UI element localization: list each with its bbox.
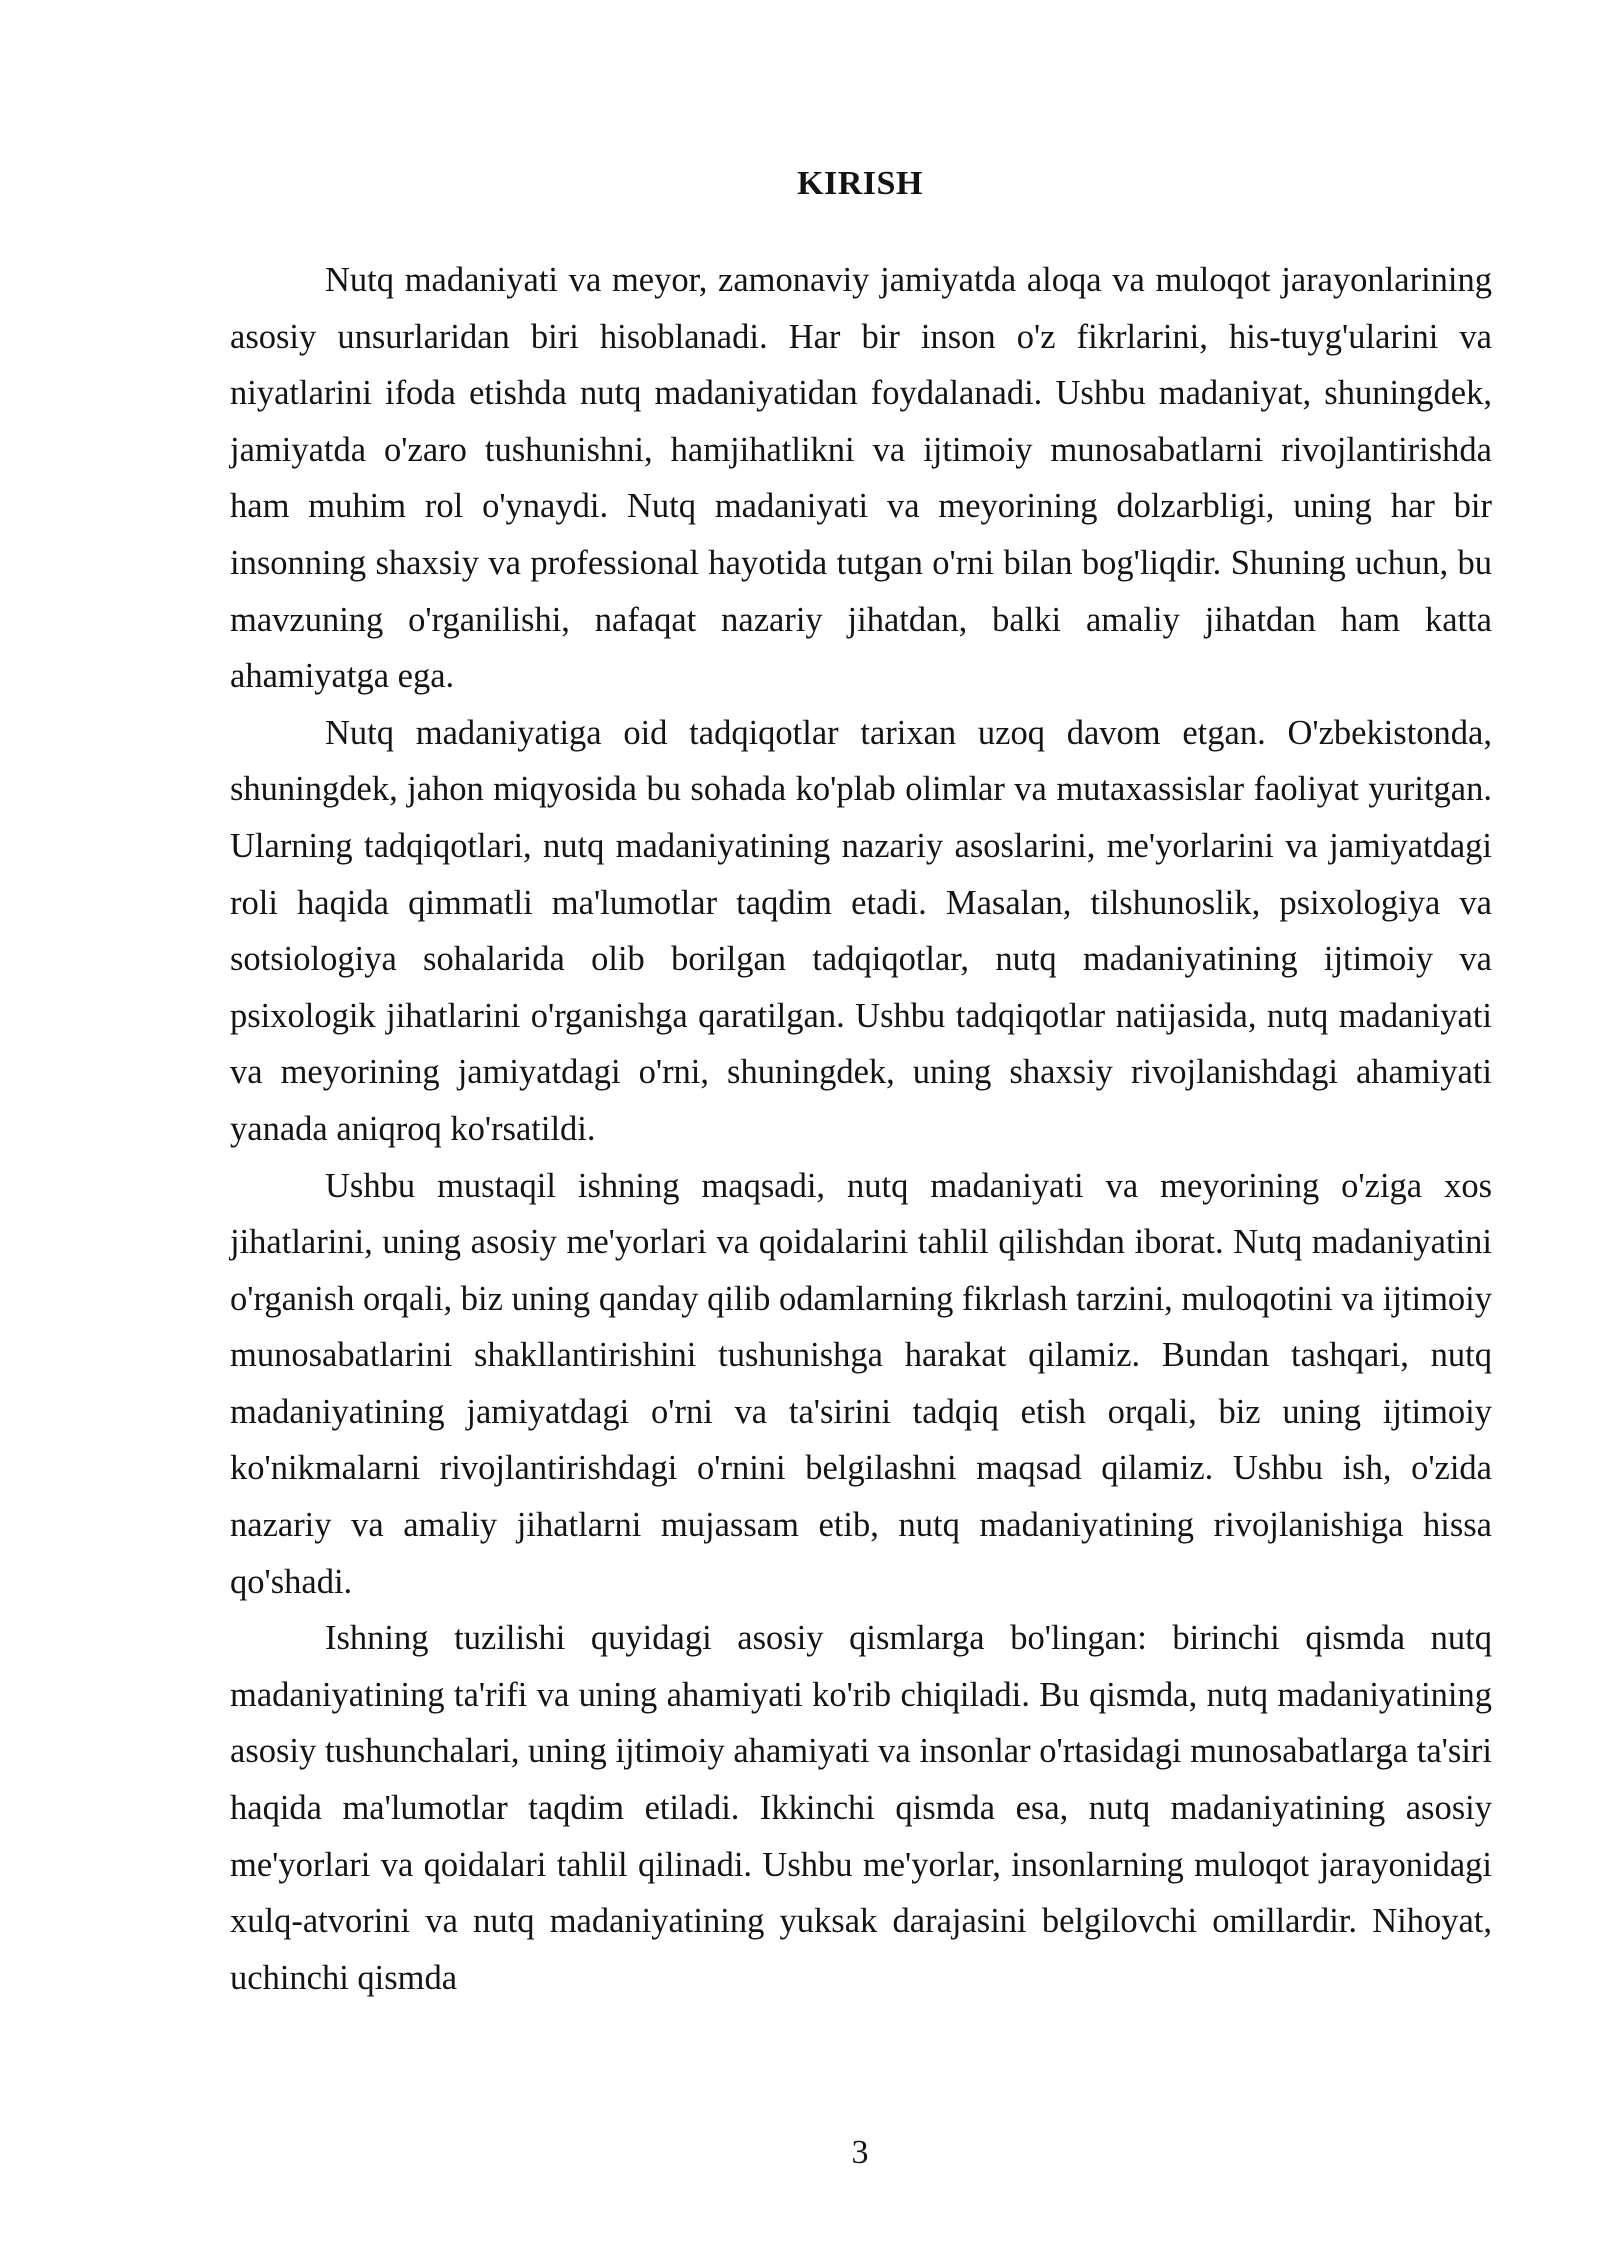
paragraph-3: Ushbu mustaqil ishning maqsadi, nutq madaniyati va meyorining o'ziga xos jihatlarini, uning asosiy me'yorlari va qoidalarini tahlil qilishdan iborat. Nutq madaniyatini o'rganish orqali, biz uning qanday qilib odamlarning fikrlash tarzini, muloqotini va ijtimoiy munosabatlarini shakllantirishini tushunishga harakat qilamiz. Bundan tashqari, nutq madaniyatining jamiyatdagi o'rni va ta'sirini tadqiq etish orqali, biz uning ijtimoiy ko'nikmalarni rivojlantirishdagi o'rnini belgilashni maqsad qilamiz. Ushbu ish, o'zida nazariy va amaliy jihatlarni mujassam etib, nutq madaniyatining rivojlanishiga hissa qo'shadi. — [230, 1166, 1492, 1601]
paragraph-1: Nutq madaniyati va meyor, zamonaviy jamiyatda aloqa va muloqot jarayonlarining asosiy unsurlaridan biri hisoblanadi. Har bir inson o'z fikrlarini, his-tuyg'ularini va niyatlarini ifoda etishda nutq madaniyatidan foydalanadi. Ushbu madaniyat, shuningdek, jamiyatda o'zaro tushunishni, hamjihatlikni va ijtimoiy munosabatlarni rivojlantirishda ham muhim rol o'ynaydi. Nutq madaniyati va meyorining dolzarbligi, uning har bir insonning shaxsiy va professional hayotida tutgan o'rni bilan bog'liqdir. Shuning uchun, bu mavzuning o'rganilishi, nafaqat nazariy jihatdan, balki amaliy jihatdan ham katta ahamiyatga ega. — [230, 261, 1492, 696]
paragraph-2: Nutq madaniyatiga oid tadqiqotlar tarixan uzoq davom etgan. O'zbekistonda, shuningdek, jahon miqyosida bu sohada ko'plab olimlar va mutaxassislar faoliyat yuritgan. Ularning tadqiqotlari, nutq madaniyatining nazariy asoslarini, me'yorlarini va jamiyatdagi roli haqida qimmatli ma'lumotlar taqdim etadi. Masalan, tilshunoslik, psixologiya va sotsiologiya sohalarida olib borilgan tadqiqotlar, nutq madaniyatining ijtimoiy va psixologik jihatlarini o'rganishga qaratilgan. Ushbu tadqiqotlar natijasida, nutq madaniyati va meyorining jamiyatdagi o'rni, shuningdek, uning shaxsiy rivojlanishdagi ahamiyati yanada aniqroq ko'rsatildi. — [230, 713, 1492, 1148]
body-text — [230, 252, 1492, 2006]
paragraph-4: Ishning tuzilishi quyidagi asosiy qismlarga bo'lingan: birinchi qismda nutq madaniyatining ta'rifi va uning ahamiyati ko'rib chiqiladi. Bu qismda, nutq madaniyatining asosiy tushunchalari, uning ijtimoiy ahamiyati va insonlar o'rtasidagi munosabatlarga ta'siri haqida ma'lumotlar taqdim etiladi. Ikkinchi qismda esa, nutq madaniyatining asosiy me'yorlari va qoidalari tahlil qilinadi. Ushbu me'yorlar, insonlarning muloqot jarayonidagi xulq-atvorini va nutq madaniyatining yuksak darajasini belgilovchi omillardir. Nihoyat, uchinchi qismda — [230, 1619, 1492, 1997]
page-number: 3 — [851, 2134, 869, 2171]
page-title: KIRISH — [797, 165, 923, 202]
